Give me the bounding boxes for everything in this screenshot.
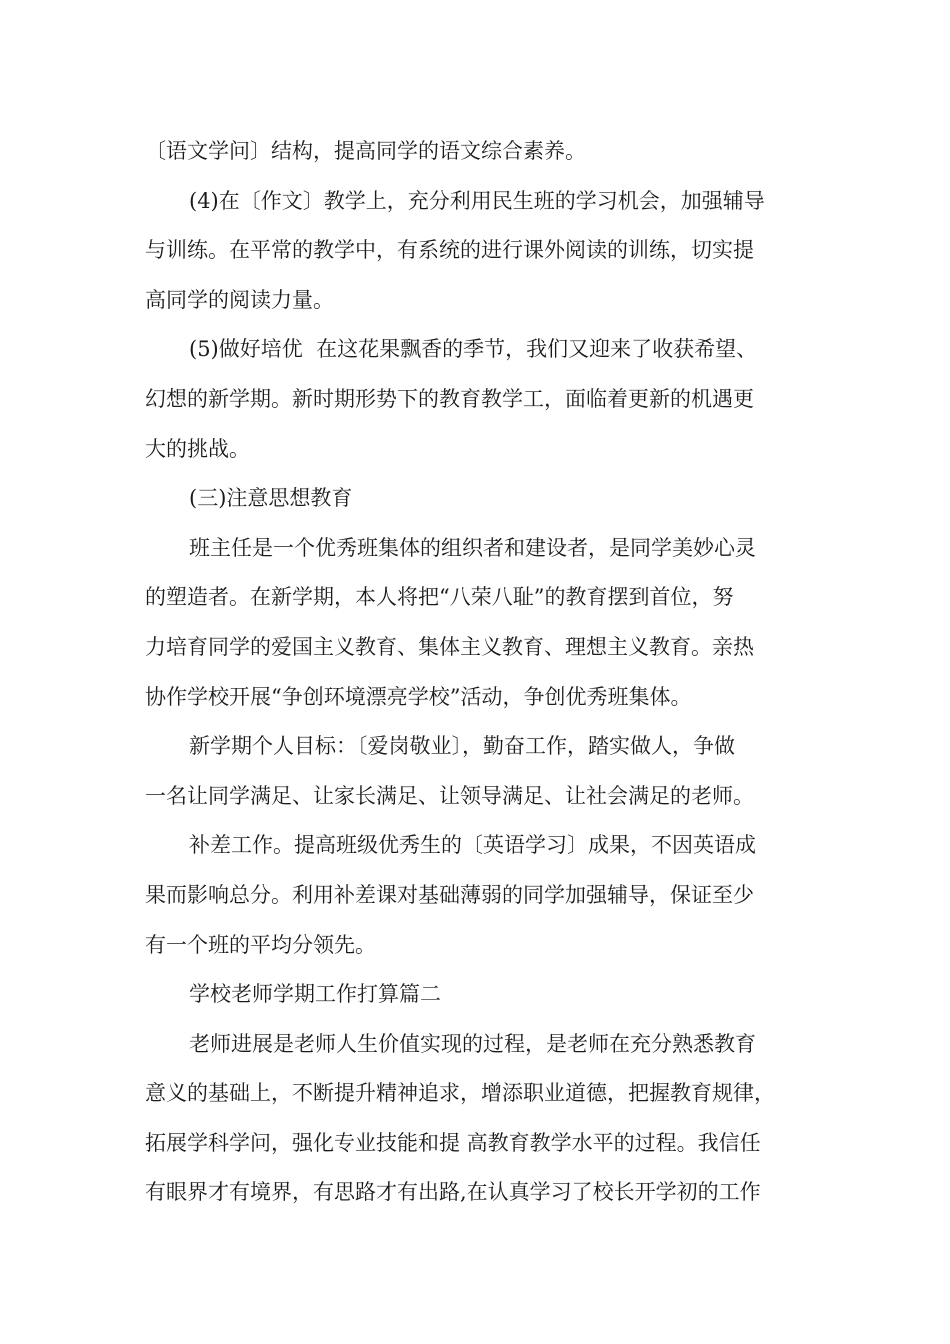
- text-line: 班主任是一个优秀班集体的组织者和建设者，是同学美妙心灵: [189, 535, 756, 560]
- text-line: 一名让同学满足、让家长满足、让领导满足、让社会满足的老师。: [145, 783, 754, 808]
- text-line: 补差工作。提高班级优秀生的〔英语学习〕成果，不因英语成: [189, 833, 756, 858]
- text-line: 幻想的新学期。新时期形势下的教育教学工，面临着更新的机遇更: [145, 386, 754, 411]
- text-line: 协作学校开展“争创环境漂亮学校”活动，争创优秀班集体。: [145, 684, 692, 709]
- text-line: 果而影响总分。利用补差课对基础薄弱的同学加强辅导，保证至少: [145, 882, 754, 907]
- text-line: 高同学的阅读力量。: [145, 287, 334, 312]
- text-line: 的塑造者。在新学期，本人将把“八荣八耻”的教育摆到首位，努: [145, 585, 734, 610]
- text-line: 力培育同学的爱国主义教育、集体主义教育、理想主义教育。亲热: [145, 634, 754, 659]
- text-line: 大的挑战。: [145, 436, 250, 461]
- text-line: 意义的基础上，不断提升精神追求，增添职业道德，把握教育规律，: [145, 1081, 775, 1106]
- text-line: 与训练。在平常的教学中，有系统的进行课外阅读的训练，切实提: [145, 238, 754, 263]
- text-line: 拓展学科学问，强化专业技能和提 高教育教学水平的过程。我信任: [145, 1130, 761, 1155]
- text-line: 有一个班的平均分领先。: [145, 932, 376, 957]
- text-line: 有眼界才有境界，有思路才有出路,在认真学习了校长开学初的工作: [145, 1180, 761, 1205]
- section-heading: (三)注意思想教育: [189, 486, 353, 511]
- document-body: [145, 127, 810, 1218]
- text-line: (4)在〔作文〕教学上，充分利用民生班的学习机会，加强辅导: [189, 188, 765, 213]
- text-line: (5)做好培优 在这花果飘香的季节，我们又迎来了收获希望、: [189, 337, 758, 362]
- text-line: 〔语文学问〕结构，提高同学的语文综合素养。: [145, 139, 586, 163]
- text-line: 新学期个人目标：〔爱岗敬业〕，勤奋工作，踏实做人，争做: [189, 734, 735, 759]
- section-title: 学校老师学期工作打算篇二: [189, 982, 441, 1007]
- text-line: 老师进展是老师人生价值实现的过程，是老师在充分熟悉教育: [189, 1031, 756, 1056]
